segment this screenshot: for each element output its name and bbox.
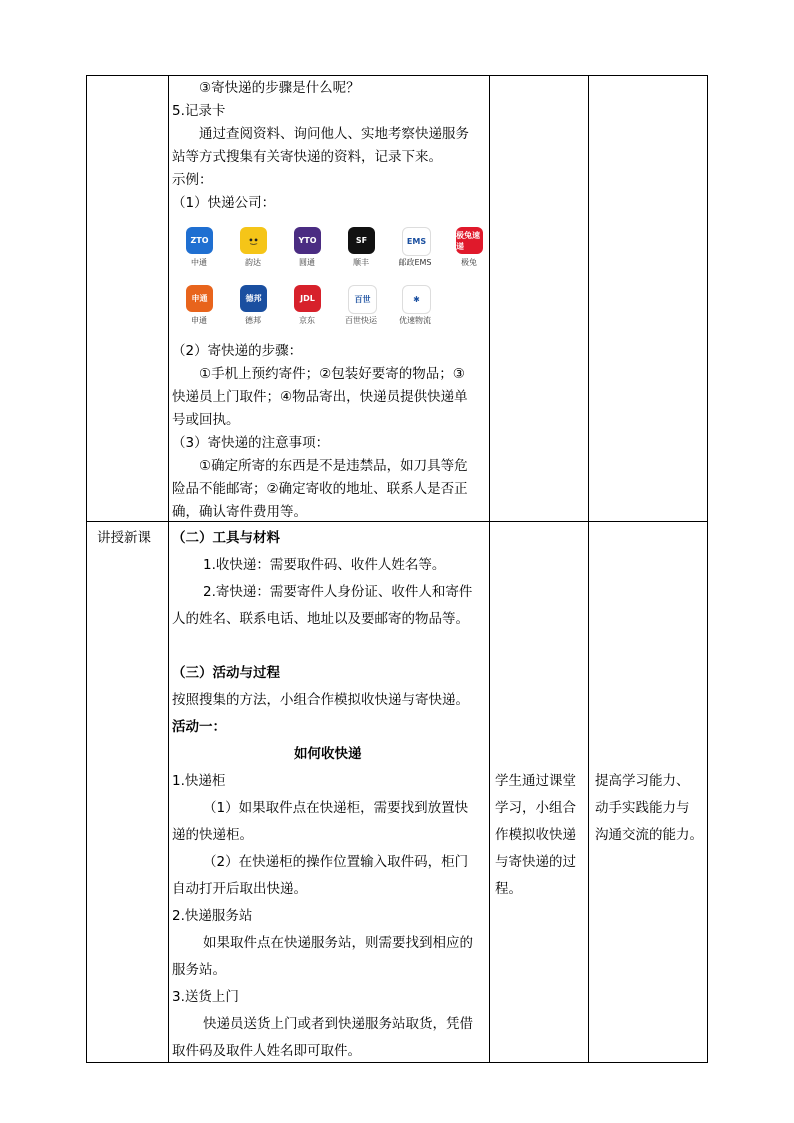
notes-text: 确，确认寄件费用等。 [172, 504, 307, 520]
steps-text: 快递员上门取件；④物品寄出，快递员提供快递单 [172, 389, 468, 405]
logo-caption: 邮政EMS [398, 258, 432, 267]
logo-caption: 顺丰 [353, 258, 369, 267]
logo-caption: 申通 [191, 316, 207, 325]
table-border-right [707, 75, 708, 1063]
best-logo: 百世 [348, 285, 377, 314]
activity-heading: （三）活动与过程 [172, 665, 280, 681]
steps-text: 号或回执。 [172, 412, 240, 428]
logo-caption: 韵达 [245, 258, 261, 267]
sf-logo: SF [348, 227, 375, 254]
station-text: 服务站。 [172, 962, 226, 978]
design-goal: 提高学习能力、 [595, 773, 690, 789]
station-heading: 2.快递服务站 [172, 908, 253, 924]
student-activity: 程。 [495, 881, 522, 897]
table-col-divider-3 [588, 75, 589, 1063]
jitu-logo: 极兔速递 [456, 227, 483, 254]
locker-text: （1）如果取件点在快递柜，需要找到放置快 [203, 800, 469, 816]
student-activity: 学生通过课堂 [495, 773, 576, 789]
row-label: 讲授新课 [97, 530, 151, 546]
logo-caption: 德邦 [245, 316, 261, 325]
example-label: 示例： [172, 172, 213, 188]
notes-text: 险品不能邮寄；②确定寄收的地址、联系人是否正 [172, 481, 468, 497]
activity-one-label: 活动一： [172, 719, 226, 735]
student-activity: 学习，小组合 [495, 800, 576, 816]
logo-caption: 优速物流 [399, 316, 431, 325]
table-border-bottom [86, 1062, 708, 1063]
design-goal: 动手实践能力与 [595, 800, 690, 816]
table-border-top [86, 75, 708, 76]
logo-caption: 极兔 [461, 258, 477, 267]
station-text: 如果取件点在快递服务站，则需要找到相应的 [203, 935, 473, 951]
delivery-text: 快递员送货上门或者到快递服务站取货，凭借 [203, 1016, 473, 1032]
notes-text: ①确定所寄的东西是不是违禁品，如刀具等危 [199, 458, 468, 474]
question-3: ③寄快递的步骤是什么呢？ [199, 80, 360, 96]
zto-logo: ZTO [186, 227, 213, 254]
locker-text: 自动打开后取出快递。 [172, 881, 307, 897]
activity-text: 按照搜集的方法，小组合作模拟收快递与寄快递。 [172, 692, 469, 708]
sto-logo: 申通 [186, 285, 213, 312]
design-goal: 沟通交流的能力。 [595, 827, 703, 843]
delivery-text: 取件码及取件人姓名即可取件。 [172, 1043, 361, 1059]
yto-logo: YTO [294, 227, 321, 254]
logo-caption: 圆通 [299, 258, 315, 267]
record-card-text: 通过查阅资料、询问他人、实地考察快递服务 [199, 126, 469, 142]
activity-one-title: 如何收快递 [294, 746, 362, 762]
table-border-left [86, 75, 87, 1063]
table-col-divider-1 [168, 75, 169, 1063]
logo-caption: 百世快运 [345, 316, 377, 325]
logo-caption: 中通 [191, 258, 207, 267]
tools-text: 1.收快递：需要取件码、收件人姓名等。 [203, 557, 446, 573]
companies-heading: （1）快递公司： [172, 195, 276, 211]
locker-text: 递的快递柜。 [172, 827, 253, 843]
notes-heading: （3）寄快递的注意事项： [172, 435, 330, 451]
record-card-text: 站等方式搜集有关寄快递的资料，记录下来。 [172, 149, 442, 165]
tools-text: 人的姓名、联系电话、地址以及要邮寄的物品等。 [172, 611, 469, 627]
delivery-heading: 3.送货上门 [172, 989, 239, 1005]
steps-heading: （2）寄快递的步骤： [172, 343, 303, 359]
deppon-logo: 德邦 [240, 285, 267, 312]
yunda-logo: •͜• [240, 227, 267, 254]
locker-heading: 1.快递柜 [172, 773, 226, 789]
tools-heading: （二）工具与材料 [172, 530, 280, 546]
steps-text: ①手机上预约寄件；②包装好要寄的物品；③ [199, 366, 465, 382]
logo-caption: 京东 [299, 316, 315, 325]
youzheng-logo: ✱ [402, 285, 431, 314]
section-record-card: 5.记录卡 [172, 103, 226, 119]
student-activity: 与寄快递的过 [495, 854, 576, 870]
locker-text: （2）在快递柜的操作位置输入取件码，柜门 [203, 854, 469, 870]
student-activity: 作模拟收快递 [495, 827, 576, 843]
table-col-divider-2 [489, 75, 490, 1063]
jd-logo: JDL [294, 285, 321, 312]
ems-logo: EMS [402, 227, 431, 256]
tools-text: 2.寄快递：需要寄件人身份证、收件人和寄件 [203, 584, 473, 600]
